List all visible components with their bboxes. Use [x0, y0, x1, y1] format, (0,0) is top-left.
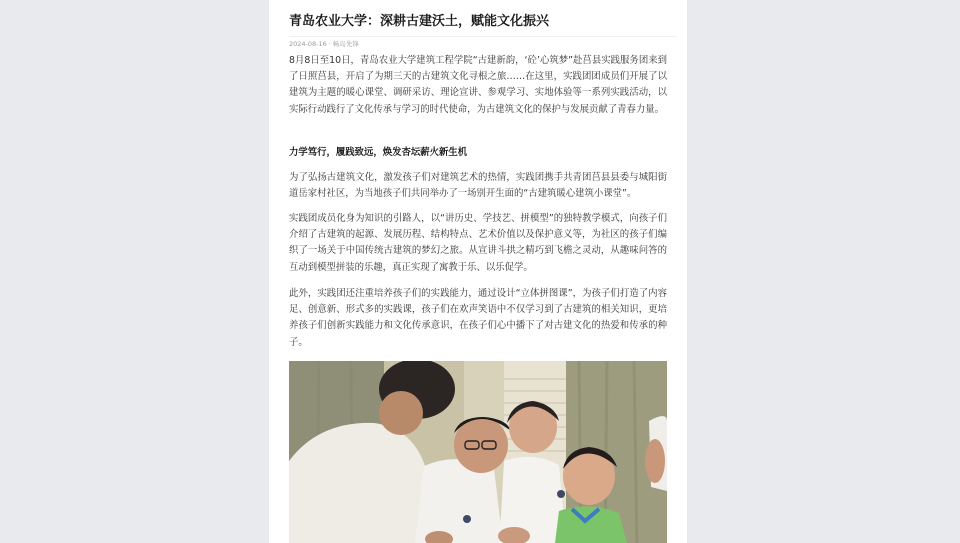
publish-date: 2024-08-16 [289, 40, 327, 48]
article-meta [289, 40, 359, 49]
title-divider [289, 36, 677, 37]
section-subheading: 力学笃行，履践致远，焕发杏坛薪火新生机 [289, 147, 468, 158]
paragraph-teaching: 实践团成员化身为知识的引路人，以“讲历史、学技艺、拼模型”的独特教学模式，向孩子们介绍了古建筑的起源、发展历程、结构特点、艺术价值以及保护意义等，为社区的孩子们编织了一场关于中国传统古建筑的梦幻之旅。从宣讲斗拱之精巧到飞檐之灵动，从趣味问答的互动到模型拼装的乐趣，真正实现了寓教于乐、以乐促学。 [289, 213, 667, 273]
paragraph-intro: 8月8日至10日，青岛农业大学建筑工程学院“古建新韵，‘砼’心筑梦”赴莒县实践服务团来到了日照莒县，开启了为期三天的古建筑文化寻根之旅……在这里，实践团团成员们开展了以建筑为主题的暖心课堂、调研采访、理论宣讲、参观学习、实地体验等一系列实践活动，以实际行动践行了文化传承与学习的时代使命，为古建筑文化的保护与发展贡献了青春力量。 [289, 55, 667, 115]
article-source[interactable]: 畅岛先锋 [332, 40, 359, 48]
article-page [269, 0, 687, 543]
photo-image [289, 361, 667, 543]
article-title: 青岛农业大学：深耕古建沃土，赋能文化振兴 [289, 14, 550, 29]
paragraph-classroom: 为了弘扬古建筑文化，激发孩子们对建筑艺术的热情，实践团携手共青团莒县县委与城阳街道岳家村社区，为当地孩子们共同举办了一场别开生面的“古建筑暖心建筑小课堂”。 [289, 172, 667, 200]
meta-separator: · [328, 40, 331, 48]
paragraph-practice: 此外，实践团还注重培养孩子们的实践能力，通过设计“立体拼图课”，为孩子们打造了内容足、创意新、形式多的实践课，孩子们在欢声笑语中不仅学习到了古建筑的相关知识，更培养孩子们创新实践能力和文化传承意识，在孩子们心中播下了对古建文化的热爱和传承的种子。 [289, 288, 667, 348]
article-photo [289, 361, 667, 543]
